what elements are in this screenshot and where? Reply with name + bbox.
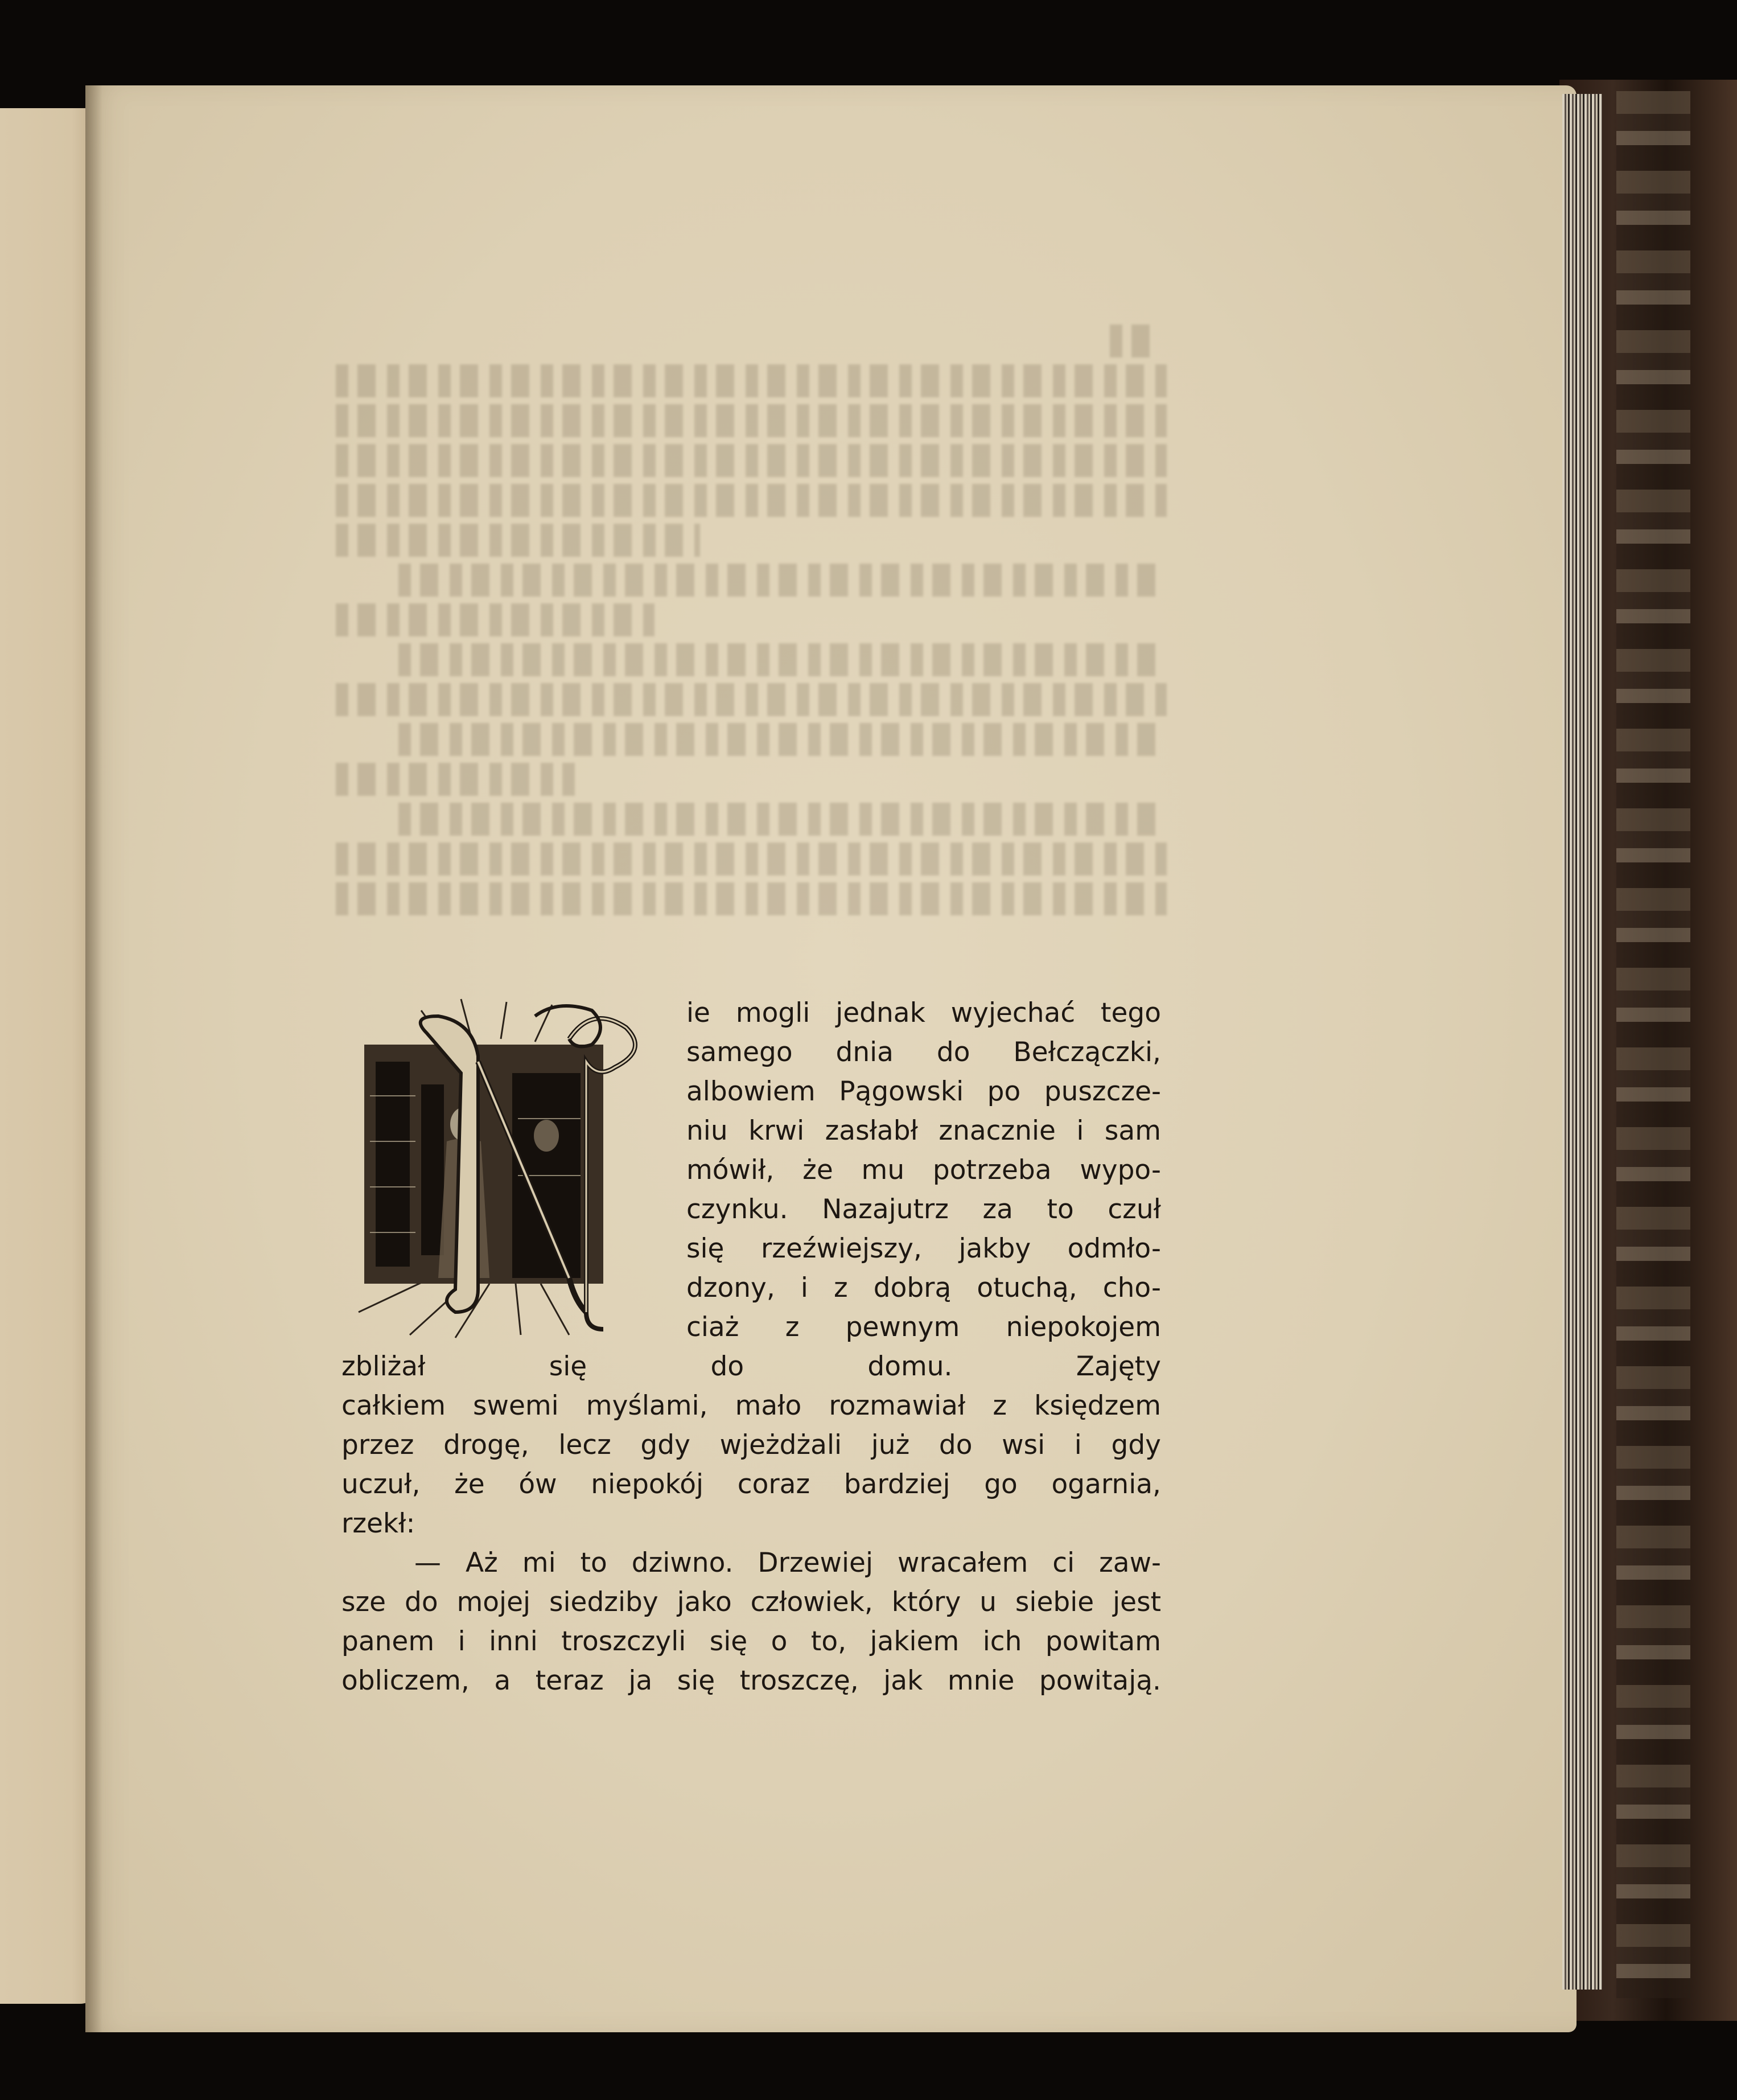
illustrated-drop-cap-n — [341, 993, 672, 1341]
text-line: uczuł, że ów niepokój coraz bardziej go ogarnia, — [341, 1469, 1161, 1500]
text-line: czynku. Nazajutrz za to czuł — [686, 1194, 1161, 1225]
paragraph-2 — [341, 1543, 1161, 1700]
text-line: albowiem Pągowski po puszcze- — [686, 1076, 1161, 1107]
text-line: niu krwi zasłabł znacznie i sam — [686, 1115, 1161, 1146]
cover-wear-texture — [1616, 91, 1690, 1998]
text-line: zbliżał się do domu. Zajęty — [341, 1351, 1161, 1382]
text-line: dzony, i z dobrą otuchą, cho- — [686, 1272, 1161, 1304]
page-gutter-shadow — [85, 85, 102, 2032]
text-line: rzekł: — [341, 1508, 415, 1539]
text-line: całkiem swemi myślami, mało rozmawiał z księdzem — [341, 1390, 1161, 1421]
page-stack-edges — [1562, 94, 1602, 1990]
text-line: ie mogli jednak wyjechać tego — [686, 997, 1161, 1029]
text-line: ciaż z pewnym niepokojem — [686, 1312, 1161, 1343]
text-line: — Aż mi to dziwno. Drzewiej wracałem ci zaw- — [414, 1547, 1161, 1579]
text-line: przez drogę, lecz gdy wjeżdżali już do wsi i gdy — [341, 1429, 1161, 1461]
text-line: obliczem, a teraz ja się troszczę, jak mnie powitają. — [341, 1665, 1161, 1696]
text-line: mówił, że mu potrzeba wypo- — [686, 1154, 1161, 1186]
text-line: panem i inni troszczyli się o to, jakiem ich powitam — [341, 1626, 1161, 1657]
text-line: samego dnia do Bełczączki, — [686, 1037, 1161, 1068]
reverse-side-show-through — [336, 324, 1167, 973]
text-line: się rzeźwiejszy, jakby odmło- — [686, 1233, 1161, 1264]
text-line: sze do mojej siedziby jako człowiek, który u siebie jest — [341, 1587, 1161, 1618]
chapter-text — [341, 993, 1161, 1700]
drop-cap-illustration — [341, 993, 672, 1341]
